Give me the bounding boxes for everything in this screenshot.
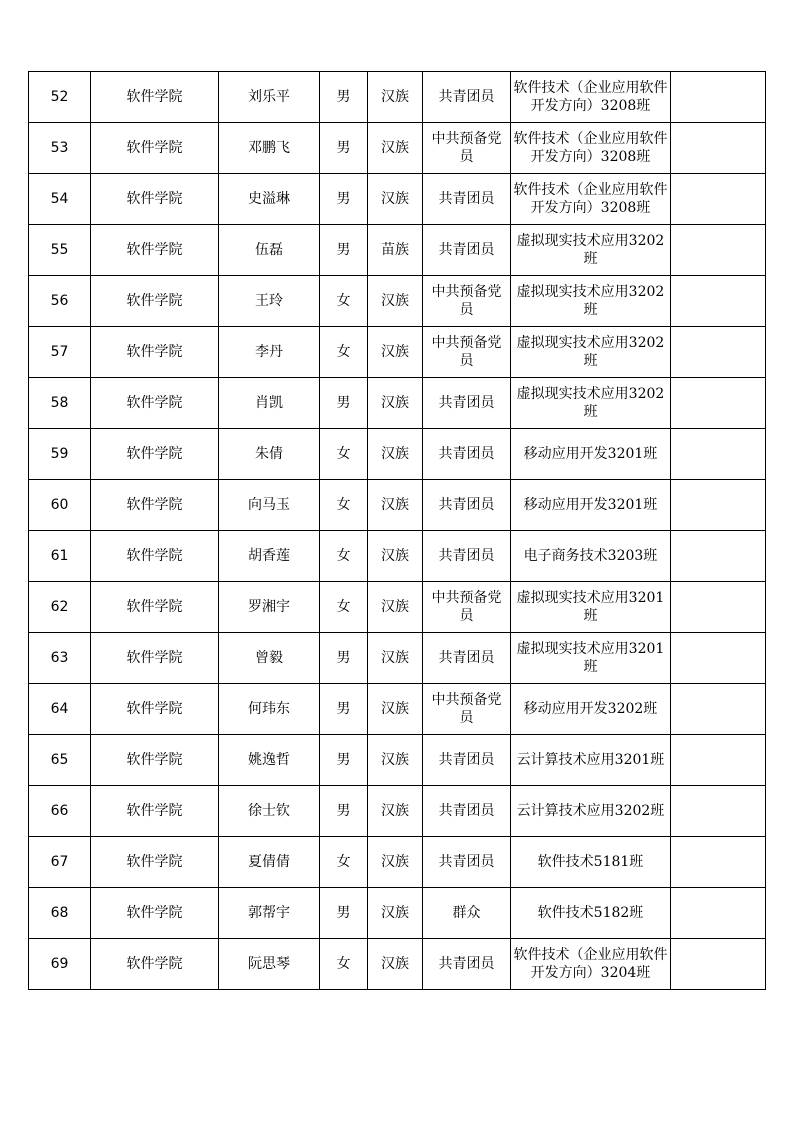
- class-cell: 软件技术（企业应用软件开发方向）3208班: [511, 174, 671, 225]
- ethnicity-cell: 汉族: [368, 684, 423, 735]
- row-number-cell: 56: [29, 276, 91, 327]
- row-number-cell: 60: [29, 480, 91, 531]
- political-status-cell: 共青团员: [423, 480, 511, 531]
- political-status-cell: 中共预备党员: [423, 276, 511, 327]
- student-name-cell: 阮思琴: [219, 939, 320, 990]
- table-row: [29, 429, 766, 480]
- table-row: [29, 378, 766, 429]
- gender-cell: 女: [320, 276, 368, 327]
- note-cell: [671, 123, 766, 174]
- row-number-cell: 63: [29, 633, 91, 684]
- political-status-cell: 中共预备党员: [423, 123, 511, 174]
- class-cell: 软件技术（企业应用软件开发方向）3208班: [511, 72, 671, 123]
- political-status-cell: 中共预备党员: [423, 582, 511, 633]
- class-cell: 云计算技术应用3202班: [511, 786, 671, 837]
- political-status-cell: 共青团员: [423, 633, 511, 684]
- ethnicity-cell: 汉族: [368, 276, 423, 327]
- college-cell: 软件学院: [91, 429, 219, 480]
- gender-cell: 女: [320, 429, 368, 480]
- political-status-cell: 共青团员: [423, 735, 511, 786]
- note-cell: [671, 378, 766, 429]
- college-cell: 软件学院: [91, 123, 219, 174]
- student-name-cell: 罗湘宇: [219, 582, 320, 633]
- college-cell: 软件学院: [91, 786, 219, 837]
- row-number-cell: 69: [29, 939, 91, 990]
- table-row: [29, 174, 766, 225]
- ethnicity-cell: 汉族: [368, 786, 423, 837]
- row-number-cell: 58: [29, 378, 91, 429]
- row-number-cell: 65: [29, 735, 91, 786]
- gender-cell: 男: [320, 684, 368, 735]
- class-cell: 软件技术（企业应用软件开发方向）3204班: [511, 939, 671, 990]
- student-name-cell: 何玮东: [219, 684, 320, 735]
- note-cell: [671, 888, 766, 939]
- note-cell: [671, 633, 766, 684]
- political-status-cell: 共青团员: [423, 72, 511, 123]
- row-number-cell: 54: [29, 174, 91, 225]
- ethnicity-cell: 汉族: [368, 633, 423, 684]
- table-row: [29, 72, 766, 123]
- note-cell: [671, 837, 766, 888]
- ethnicity-cell: 汉族: [368, 837, 423, 888]
- class-cell: 移动应用开发3202班: [511, 684, 671, 735]
- college-cell: 软件学院: [91, 72, 219, 123]
- note-cell: [671, 684, 766, 735]
- gender-cell: 女: [320, 531, 368, 582]
- row-number-cell: 64: [29, 684, 91, 735]
- student-name-cell: 夏倩倩: [219, 837, 320, 888]
- class-cell: 虚拟现实技术应用3201班: [511, 633, 671, 684]
- note-cell: [671, 327, 766, 378]
- college-cell: 软件学院: [91, 633, 219, 684]
- note-cell: [671, 480, 766, 531]
- note-cell: [671, 276, 766, 327]
- class-cell: 虚拟现实技术应用3202班: [511, 327, 671, 378]
- gender-cell: 男: [320, 174, 368, 225]
- row-number-cell: 68: [29, 888, 91, 939]
- note-cell: [671, 735, 766, 786]
- political-status-cell: 共青团员: [423, 786, 511, 837]
- college-cell: 软件学院: [91, 378, 219, 429]
- political-status-cell: 共青团员: [423, 531, 511, 582]
- class-cell: 软件技术5182班: [511, 888, 671, 939]
- college-cell: 软件学院: [91, 735, 219, 786]
- gender-cell: 男: [320, 72, 368, 123]
- student-name-cell: 曾毅: [219, 633, 320, 684]
- college-cell: 软件学院: [91, 225, 219, 276]
- ethnicity-cell: 汉族: [368, 939, 423, 990]
- college-cell: 软件学院: [91, 582, 219, 633]
- gender-cell: 男: [320, 735, 368, 786]
- gender-cell: 男: [320, 888, 368, 939]
- political-status-cell: 共青团员: [423, 837, 511, 888]
- college-cell: 软件学院: [91, 327, 219, 378]
- gender-cell: 男: [320, 786, 368, 837]
- ethnicity-cell: 汉族: [368, 888, 423, 939]
- ethnicity-cell: 汉族: [368, 429, 423, 480]
- table-row: [29, 633, 766, 684]
- college-cell: 软件学院: [91, 684, 219, 735]
- student-name-cell: 李丹: [219, 327, 320, 378]
- row-number-cell: 66: [29, 786, 91, 837]
- political-status-cell: 中共预备党员: [423, 327, 511, 378]
- ethnicity-cell: 汉族: [368, 582, 423, 633]
- gender-cell: 女: [320, 939, 368, 990]
- gender-cell: 男: [320, 123, 368, 174]
- ethnicity-cell: 汉族: [368, 72, 423, 123]
- ethnicity-cell: 苗族: [368, 225, 423, 276]
- student-name-cell: 姚逸哲: [219, 735, 320, 786]
- political-status-cell: 共青团员: [423, 429, 511, 480]
- student-name-cell: 向马玉: [219, 480, 320, 531]
- college-cell: 软件学院: [91, 531, 219, 582]
- student-name-cell: 王玲: [219, 276, 320, 327]
- college-cell: 软件学院: [91, 174, 219, 225]
- student-name-cell: 胡香莲: [219, 531, 320, 582]
- table-row: [29, 276, 766, 327]
- class-cell: 云计算技术应用3201班: [511, 735, 671, 786]
- row-number-cell: 57: [29, 327, 91, 378]
- table-row: [29, 582, 766, 633]
- note-cell: [671, 429, 766, 480]
- gender-cell: 女: [320, 480, 368, 531]
- ethnicity-cell: 汉族: [368, 327, 423, 378]
- table-row: [29, 786, 766, 837]
- student-name-cell: 史溢琳: [219, 174, 320, 225]
- political-status-cell: 共青团员: [423, 378, 511, 429]
- political-status-cell: 共青团员: [423, 939, 511, 990]
- student-name-cell: 肖凯: [219, 378, 320, 429]
- table-row: [29, 123, 766, 174]
- ethnicity-cell: 汉族: [368, 531, 423, 582]
- class-cell: 移动应用开发3201班: [511, 480, 671, 531]
- table-row: [29, 735, 766, 786]
- class-cell: 移动应用开发3201班: [511, 429, 671, 480]
- table-row: [29, 480, 766, 531]
- note-cell: [671, 174, 766, 225]
- class-cell: 电子商务技术3203班: [511, 531, 671, 582]
- gender-cell: 女: [320, 327, 368, 378]
- row-number-cell: 67: [29, 837, 91, 888]
- class-cell: 虚拟现实技术应用3201班: [511, 582, 671, 633]
- student-name-cell: 朱倩: [219, 429, 320, 480]
- ethnicity-cell: 汉族: [368, 378, 423, 429]
- college-cell: 软件学院: [91, 276, 219, 327]
- class-cell: 虚拟现实技术应用3202班: [511, 276, 671, 327]
- note-cell: [671, 582, 766, 633]
- political-status-cell: 中共预备党员: [423, 684, 511, 735]
- table-row: [29, 837, 766, 888]
- ethnicity-cell: 汉族: [368, 123, 423, 174]
- student-name-cell: 邓鹏飞: [219, 123, 320, 174]
- class-cell: 软件技术（企业应用软件开发方向）3208班: [511, 123, 671, 174]
- note-cell: [671, 939, 766, 990]
- class-cell: 虚拟现实技术应用3202班: [511, 378, 671, 429]
- note-cell: [671, 225, 766, 276]
- political-status-cell: 共青团员: [423, 225, 511, 276]
- note-cell: [671, 531, 766, 582]
- student-name-cell: 刘乐平: [219, 72, 320, 123]
- row-number-cell: 61: [29, 531, 91, 582]
- gender-cell: 女: [320, 837, 368, 888]
- table-row: [29, 327, 766, 378]
- table-row: [29, 684, 766, 735]
- table-row: [29, 939, 766, 990]
- gender-cell: 男: [320, 378, 368, 429]
- political-status-cell: 共青团员: [423, 174, 511, 225]
- college-cell: 软件学院: [91, 837, 219, 888]
- gender-cell: 男: [320, 633, 368, 684]
- class-cell: 虚拟现实技术应用3202班: [511, 225, 671, 276]
- class-cell: 软件技术5181班: [511, 837, 671, 888]
- political-status-cell: 群众: [423, 888, 511, 939]
- college-cell: 软件学院: [91, 888, 219, 939]
- row-number-cell: 59: [29, 429, 91, 480]
- student-name-cell: 徐士钦: [219, 786, 320, 837]
- gender-cell: 女: [320, 582, 368, 633]
- student-name-cell: 郭帮宇: [219, 888, 320, 939]
- table-row: [29, 531, 766, 582]
- student-name-cell: 伍磊: [219, 225, 320, 276]
- row-number-cell: 52: [29, 72, 91, 123]
- roster-body: [29, 72, 766, 990]
- ethnicity-cell: 汉族: [368, 480, 423, 531]
- college-cell: 软件学院: [91, 939, 219, 990]
- row-number-cell: 55: [29, 225, 91, 276]
- table-row: [29, 888, 766, 939]
- row-number-cell: 53: [29, 123, 91, 174]
- table-row: [29, 225, 766, 276]
- row-number-cell: 62: [29, 582, 91, 633]
- student-roster-table: [28, 71, 766, 990]
- ethnicity-cell: 汉族: [368, 174, 423, 225]
- college-cell: 软件学院: [91, 480, 219, 531]
- ethnicity-cell: 汉族: [368, 735, 423, 786]
- note-cell: [671, 786, 766, 837]
- note-cell: [671, 72, 766, 123]
- gender-cell: 男: [320, 225, 368, 276]
